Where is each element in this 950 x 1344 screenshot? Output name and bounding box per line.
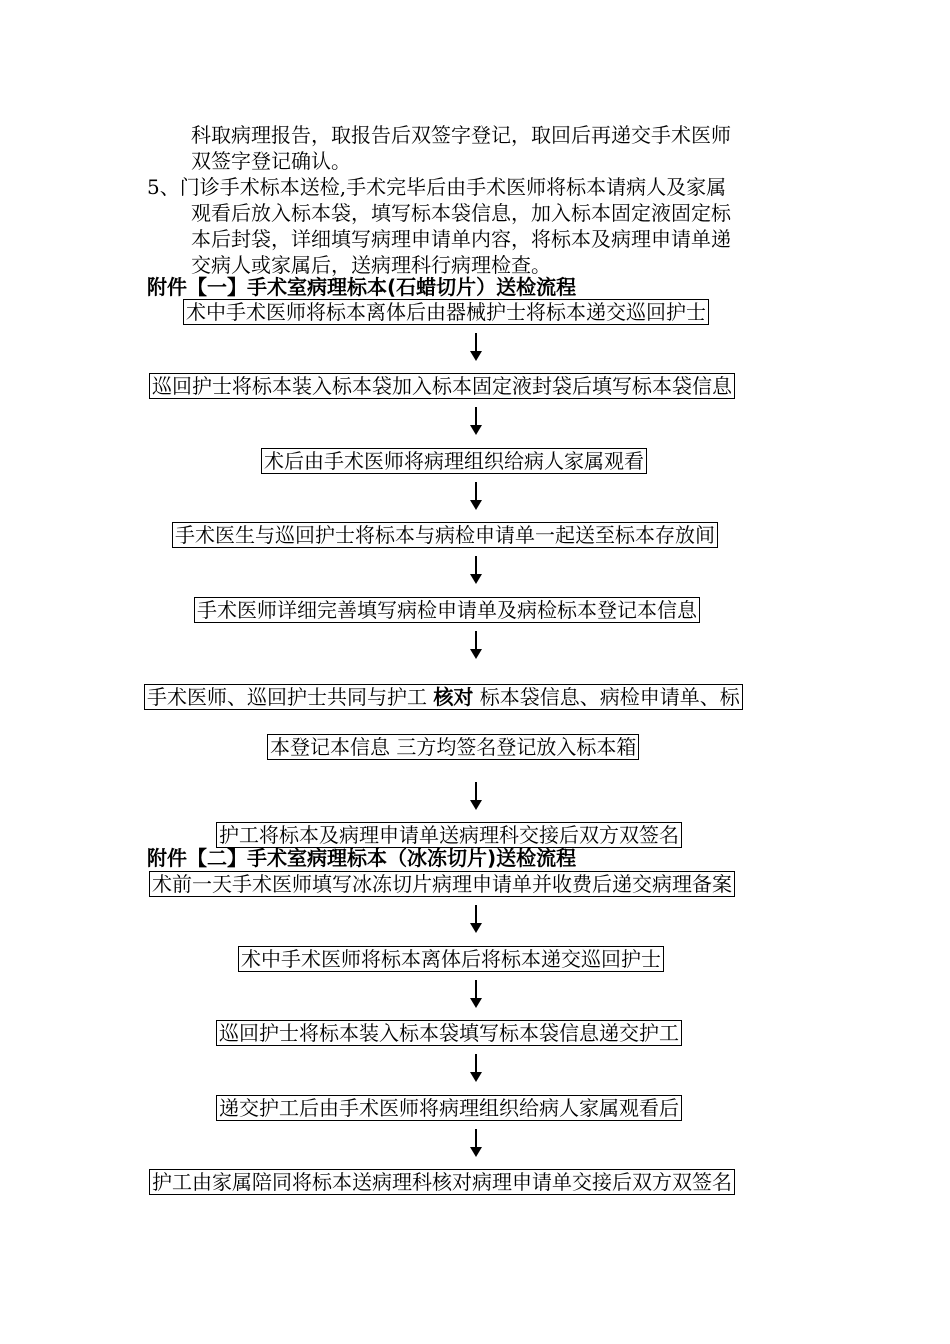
intro-line-1: 科取病理报告，取报告后双签字登记，取回后再递交手术医师 <box>191 123 731 147</box>
flow1-step-6-text-c: 标本袋信息、病检申请单、标 <box>473 685 740 709</box>
item5-line-3: 本后封袋，详细填写病理申请单内容，将标本及病理申请单递 <box>191 227 731 251</box>
flow1-step-5: 手术医师详细完善填写病检申请单及病检标本登记本信息 <box>194 597 700 623</box>
flow1-step-3: 术后由手术医师将病理组织给病人家属观看 <box>261 448 647 474</box>
arrow-down-icon <box>475 556 477 582</box>
flow2-step-4: 递交护工后由手术医师将病理组织给病人家属观看后 <box>216 1095 682 1121</box>
flow1-step-4: 手术医生与巡回护士将标本与病检申请单一起送至标本存放间 <box>172 522 718 548</box>
flow1-step-6 <box>144 684 743 710</box>
intro-line-2: 双签字登记确认。 <box>191 149 351 173</box>
flow1-title: 附件【一】手术室病理标本(石蜡切片）送检流程 <box>147 275 577 299</box>
flow1-step-6-line-2: 本登记本信息 三方均签名登记放入标本箱 <box>267 734 639 760</box>
arrow-down-icon <box>475 1054 477 1080</box>
flow2-step-5: 护工由家属陪同将标本送病理科核对病理申请单交接后双方双签名 <box>149 1169 735 1195</box>
arrow-down-icon <box>475 905 477 931</box>
arrow-down-icon <box>475 980 477 1006</box>
flow2-title: 附件【二】手术室病理标本（冰冻切片)送检流程 <box>147 846 577 870</box>
flow2-step-1: 术前一天手术医师填写冰冻切片病理申请单并收费后递交病理备案 <box>149 871 735 897</box>
flow1-step-6-keyword: 核对 <box>433 685 474 709</box>
arrow-down-icon <box>475 333 477 359</box>
flow2-step-2: 术中手术医师将标本离体后将标本递交巡回护士 <box>238 946 664 972</box>
arrow-down-icon <box>475 482 477 508</box>
flow1-step-7: 护工将标本及病理申请单送病理科交接后双方双签名 <box>216 822 682 848</box>
item5-line-1: 5、门诊手术标本送检,手术完毕后由手术医师将标本请病人及家属 <box>147 175 727 199</box>
flow1-step-6-text-a: 手术医师、巡回护士共同与护工 <box>147 685 434 709</box>
flow1-step-2: 巡回护士将标本装入标本袋加入标本固定液封袋后填写标本袋信息 <box>149 373 735 399</box>
arrow-down-icon <box>475 407 477 433</box>
arrow-down-icon <box>475 1129 477 1155</box>
flow1-step-1: 术中手术医师将标本离体后由器械护士将标本递交巡回护士 <box>183 299 709 325</box>
arrow-down-icon <box>475 631 477 657</box>
flow2-step-3: 巡回护士将标本装入标本袋填写标本袋信息递交护工 <box>216 1020 682 1046</box>
item5-line-4: 交病人或家属后，送病理科行病理检查。 <box>191 253 551 277</box>
item5-line-2: 观看后放入标本袋，填写标本袋信息，加入标本固定液固定标 <box>191 201 731 225</box>
arrow-down-icon <box>475 782 477 808</box>
